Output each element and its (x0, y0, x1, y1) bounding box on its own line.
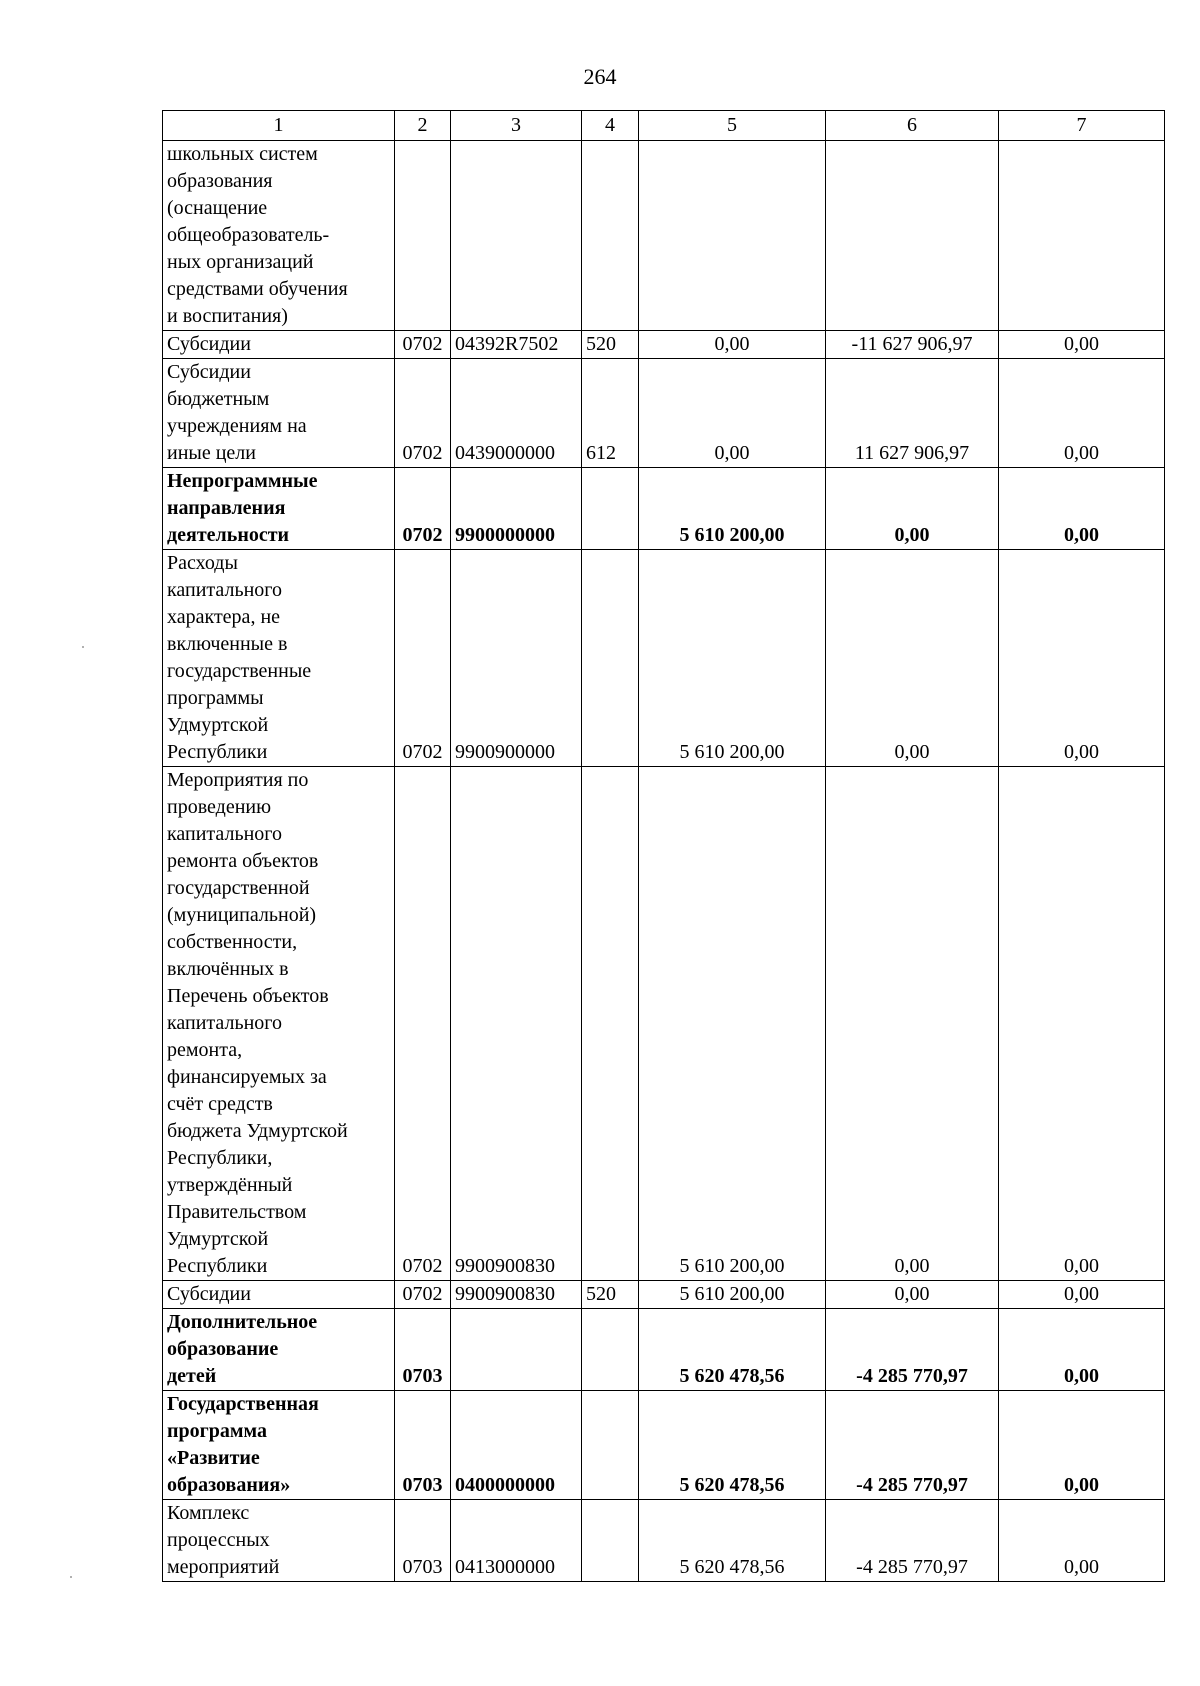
row-name-line: ных организаций (167, 251, 314, 273)
row-name-line: (оснащение (167, 197, 268, 219)
amount-col6-cell: 0,00 (826, 550, 999, 767)
row-name-cell (163, 550, 395, 767)
expense-type-cell (582, 767, 639, 1281)
column-header: 7 (999, 111, 1165, 141)
expense-type-cell (582, 550, 639, 767)
target-article-cell: 9900000000 (451, 468, 582, 550)
column-header: 4 (582, 111, 639, 141)
row-name-line: проведению (167, 796, 272, 818)
table-row (163, 141, 1165, 331)
expense-type-cell (582, 468, 639, 550)
page-number: 264 (583, 64, 617, 89)
amount-col7-cell: 0,00 (999, 468, 1165, 550)
row-name-line: направления (167, 497, 286, 519)
table-row (163, 359, 1165, 468)
table-row (163, 1309, 1165, 1391)
row-name-line: счёт средств (167, 1093, 273, 1115)
target-article-cell: 04392R7502 (451, 331, 582, 359)
row-name-line: Государственная (167, 1393, 319, 1415)
row-name-line: капитального (167, 1012, 282, 1034)
amount-col5-cell: 5 620 478,56 (639, 1391, 826, 1500)
row-name-line: школьных систем (167, 143, 318, 165)
row-name-line: Субсидии (167, 333, 251, 355)
section-code-cell (395, 141, 451, 331)
row-name-cell (163, 1391, 395, 1500)
expense-type-cell (582, 1500, 639, 1582)
row-name-line: ремонта, (167, 1039, 243, 1061)
row-name-line: Субсидии (167, 361, 251, 383)
amount-col5-cell (639, 141, 826, 331)
row-name-line: учреждениям на (167, 415, 307, 437)
amount-col7-cell: 0,00 (999, 767, 1165, 1281)
row-name-line: Дополнительное (167, 1311, 318, 1333)
section-code-cell: 0703 (395, 1309, 451, 1391)
scan-speck (70, 1576, 72, 1578)
row-name-line: и воспитания) (167, 305, 288, 327)
amount-col5-cell: 5 620 478,56 (639, 1309, 826, 1391)
amount-col7-cell: 0,00 (999, 550, 1165, 767)
row-name-line: Субсидии (167, 1283, 251, 1305)
amount-col5-cell: 5 620 478,56 (639, 1500, 826, 1582)
amount-col7-cell: 0,00 (999, 1309, 1165, 1391)
expense-type-cell: 520 (582, 331, 639, 359)
row-name-line: «Развитие (167, 1447, 260, 1469)
row-name-line: средствами обучения (167, 278, 348, 300)
row-name-line: ремонта объектов (167, 850, 319, 872)
column-header: 1 (163, 111, 395, 141)
amount-col6-cell: -4 285 770,97 (826, 1391, 999, 1500)
row-name-cell (163, 141, 395, 331)
row-name-line: бюджета Удмуртской (167, 1120, 348, 1142)
section-code-cell: 0703 (395, 1391, 451, 1500)
amount-col6-cell: 0,00 (826, 468, 999, 550)
table-row (163, 1391, 1165, 1500)
amount-col7-cell (999, 141, 1165, 331)
amount-col5-cell: 0,00 (639, 331, 826, 359)
column-number-row (163, 111, 1165, 141)
target-article-cell: 0439000000 (451, 359, 582, 468)
row-name-cell (163, 331, 395, 359)
row-name-line: образования» (167, 1474, 291, 1496)
row-name-line: финансируемых за (167, 1066, 327, 1088)
row-name-cell (163, 468, 395, 550)
column-header: 3 (451, 111, 582, 141)
row-name-cell (163, 1281, 395, 1309)
row-name-line: государственные (167, 660, 312, 682)
row-name-line: Расходы (167, 552, 238, 574)
section-code-cell: 0703 (395, 1500, 451, 1582)
expense-type-cell: 612 (582, 359, 639, 468)
table-row (163, 1281, 1165, 1309)
amount-col6-cell (826, 141, 999, 331)
row-name-cell (163, 1309, 395, 1391)
amount-col7-cell: 0,00 (999, 359, 1165, 468)
expense-type-cell: 520 (582, 1281, 639, 1309)
column-header: 5 (639, 111, 826, 141)
expense-type-cell (582, 1309, 639, 1391)
table-body (163, 141, 1165, 1582)
row-name-line: бюджетным (167, 388, 270, 410)
target-article-cell: 0400000000 (451, 1391, 582, 1500)
row-name-line: иные цели (167, 442, 256, 464)
column-header: 6 (826, 111, 999, 141)
section-code-cell: 0702 (395, 331, 451, 359)
target-article-cell: 9900900000 (451, 550, 582, 767)
row-name-line: образование (167, 1338, 279, 1360)
amount-col7-cell: 0,00 (999, 331, 1165, 359)
table-row (163, 331, 1165, 359)
scan-speck (82, 646, 84, 648)
amount-col7-cell: 0,00 (999, 1391, 1165, 1500)
row-name-line: характера, не (167, 606, 281, 628)
row-name-line: собственности, (167, 931, 298, 953)
row-name-line: Непрограммные (167, 470, 318, 492)
section-code-cell: 0702 (395, 1281, 451, 1309)
row-name-cell (163, 1500, 395, 1582)
row-name-line: капитального (167, 823, 282, 845)
row-name-line: деятельности (167, 524, 290, 546)
section-code-cell: 0702 (395, 767, 451, 1281)
amount-col5-cell: 5 610 200,00 (639, 1281, 826, 1309)
section-code-cell: 0702 (395, 359, 451, 468)
row-name-line: Перечень объектов (167, 985, 329, 1007)
row-name-line: программа (167, 1420, 267, 1442)
row-name-line: общеобразователь- (167, 224, 330, 246)
amount-col6-cell: -4 285 770,97 (826, 1309, 999, 1391)
amount-col5-cell: 0,00 (639, 359, 826, 468)
target-article-cell: 9900900830 (451, 1281, 582, 1309)
row-name-line: программы (167, 687, 264, 709)
column-header: 2 (395, 111, 451, 141)
row-name-line: процессных (167, 1529, 270, 1551)
table-row (163, 1500, 1165, 1582)
row-name-cell (163, 767, 395, 1281)
row-name-line: капитального (167, 579, 282, 601)
expense-type-cell (582, 141, 639, 331)
row-name-line: государственной (167, 877, 310, 899)
amount-col5-cell: 5 610 200,00 (639, 550, 826, 767)
table-row (163, 468, 1165, 550)
row-name-line: Удмуртской (167, 714, 269, 736)
row-name-line: включенные в (167, 633, 288, 655)
expense-type-cell (582, 1391, 639, 1500)
amount-col7-cell: 0,00 (999, 1500, 1165, 1582)
section-code-cell: 0702 (395, 550, 451, 767)
amount-col7-cell: 0,00 (999, 1281, 1165, 1309)
row-name-line: образования (167, 170, 273, 192)
row-name-line: Республики (167, 741, 268, 763)
row-name-line: Республики (167, 1255, 268, 1277)
row-name-line: утверждённый (167, 1174, 293, 1196)
amount-col6-cell: 11 627 906,97 (826, 359, 999, 468)
row-name-line: (муниципальной) (167, 904, 317, 926)
row-name-line: Республики, (167, 1147, 273, 1169)
row-name-line: мероприятий (167, 1556, 280, 1578)
table-row (163, 767, 1165, 1281)
amount-col6-cell: -4 285 770,97 (826, 1500, 999, 1582)
row-name-line: Мероприятия по (167, 769, 309, 791)
row-name-line: Комплекс (167, 1502, 250, 1524)
row-name-line: Правительством (167, 1201, 307, 1223)
amount-col6-cell: -11 627 906,97 (826, 331, 999, 359)
target-article-cell: 9900900830 (451, 767, 582, 1281)
amount-col5-cell: 5 610 200,00 (639, 468, 826, 550)
target-article-cell (451, 1309, 582, 1391)
row-name-cell (163, 359, 395, 468)
row-name-line: детей (167, 1365, 217, 1387)
target-article-cell (451, 141, 582, 331)
amount-col6-cell: 0,00 (826, 1281, 999, 1309)
section-code-cell: 0702 (395, 468, 451, 550)
row-name-line: Удмуртской (167, 1228, 269, 1250)
row-name-line: включённых в (167, 958, 289, 980)
amount-col6-cell: 0,00 (826, 767, 999, 1281)
amount-col5-cell: 5 610 200,00 (639, 767, 826, 1281)
target-article-cell: 0413000000 (451, 1500, 582, 1582)
table-row (163, 550, 1165, 767)
budget-table (162, 110, 1165, 1582)
